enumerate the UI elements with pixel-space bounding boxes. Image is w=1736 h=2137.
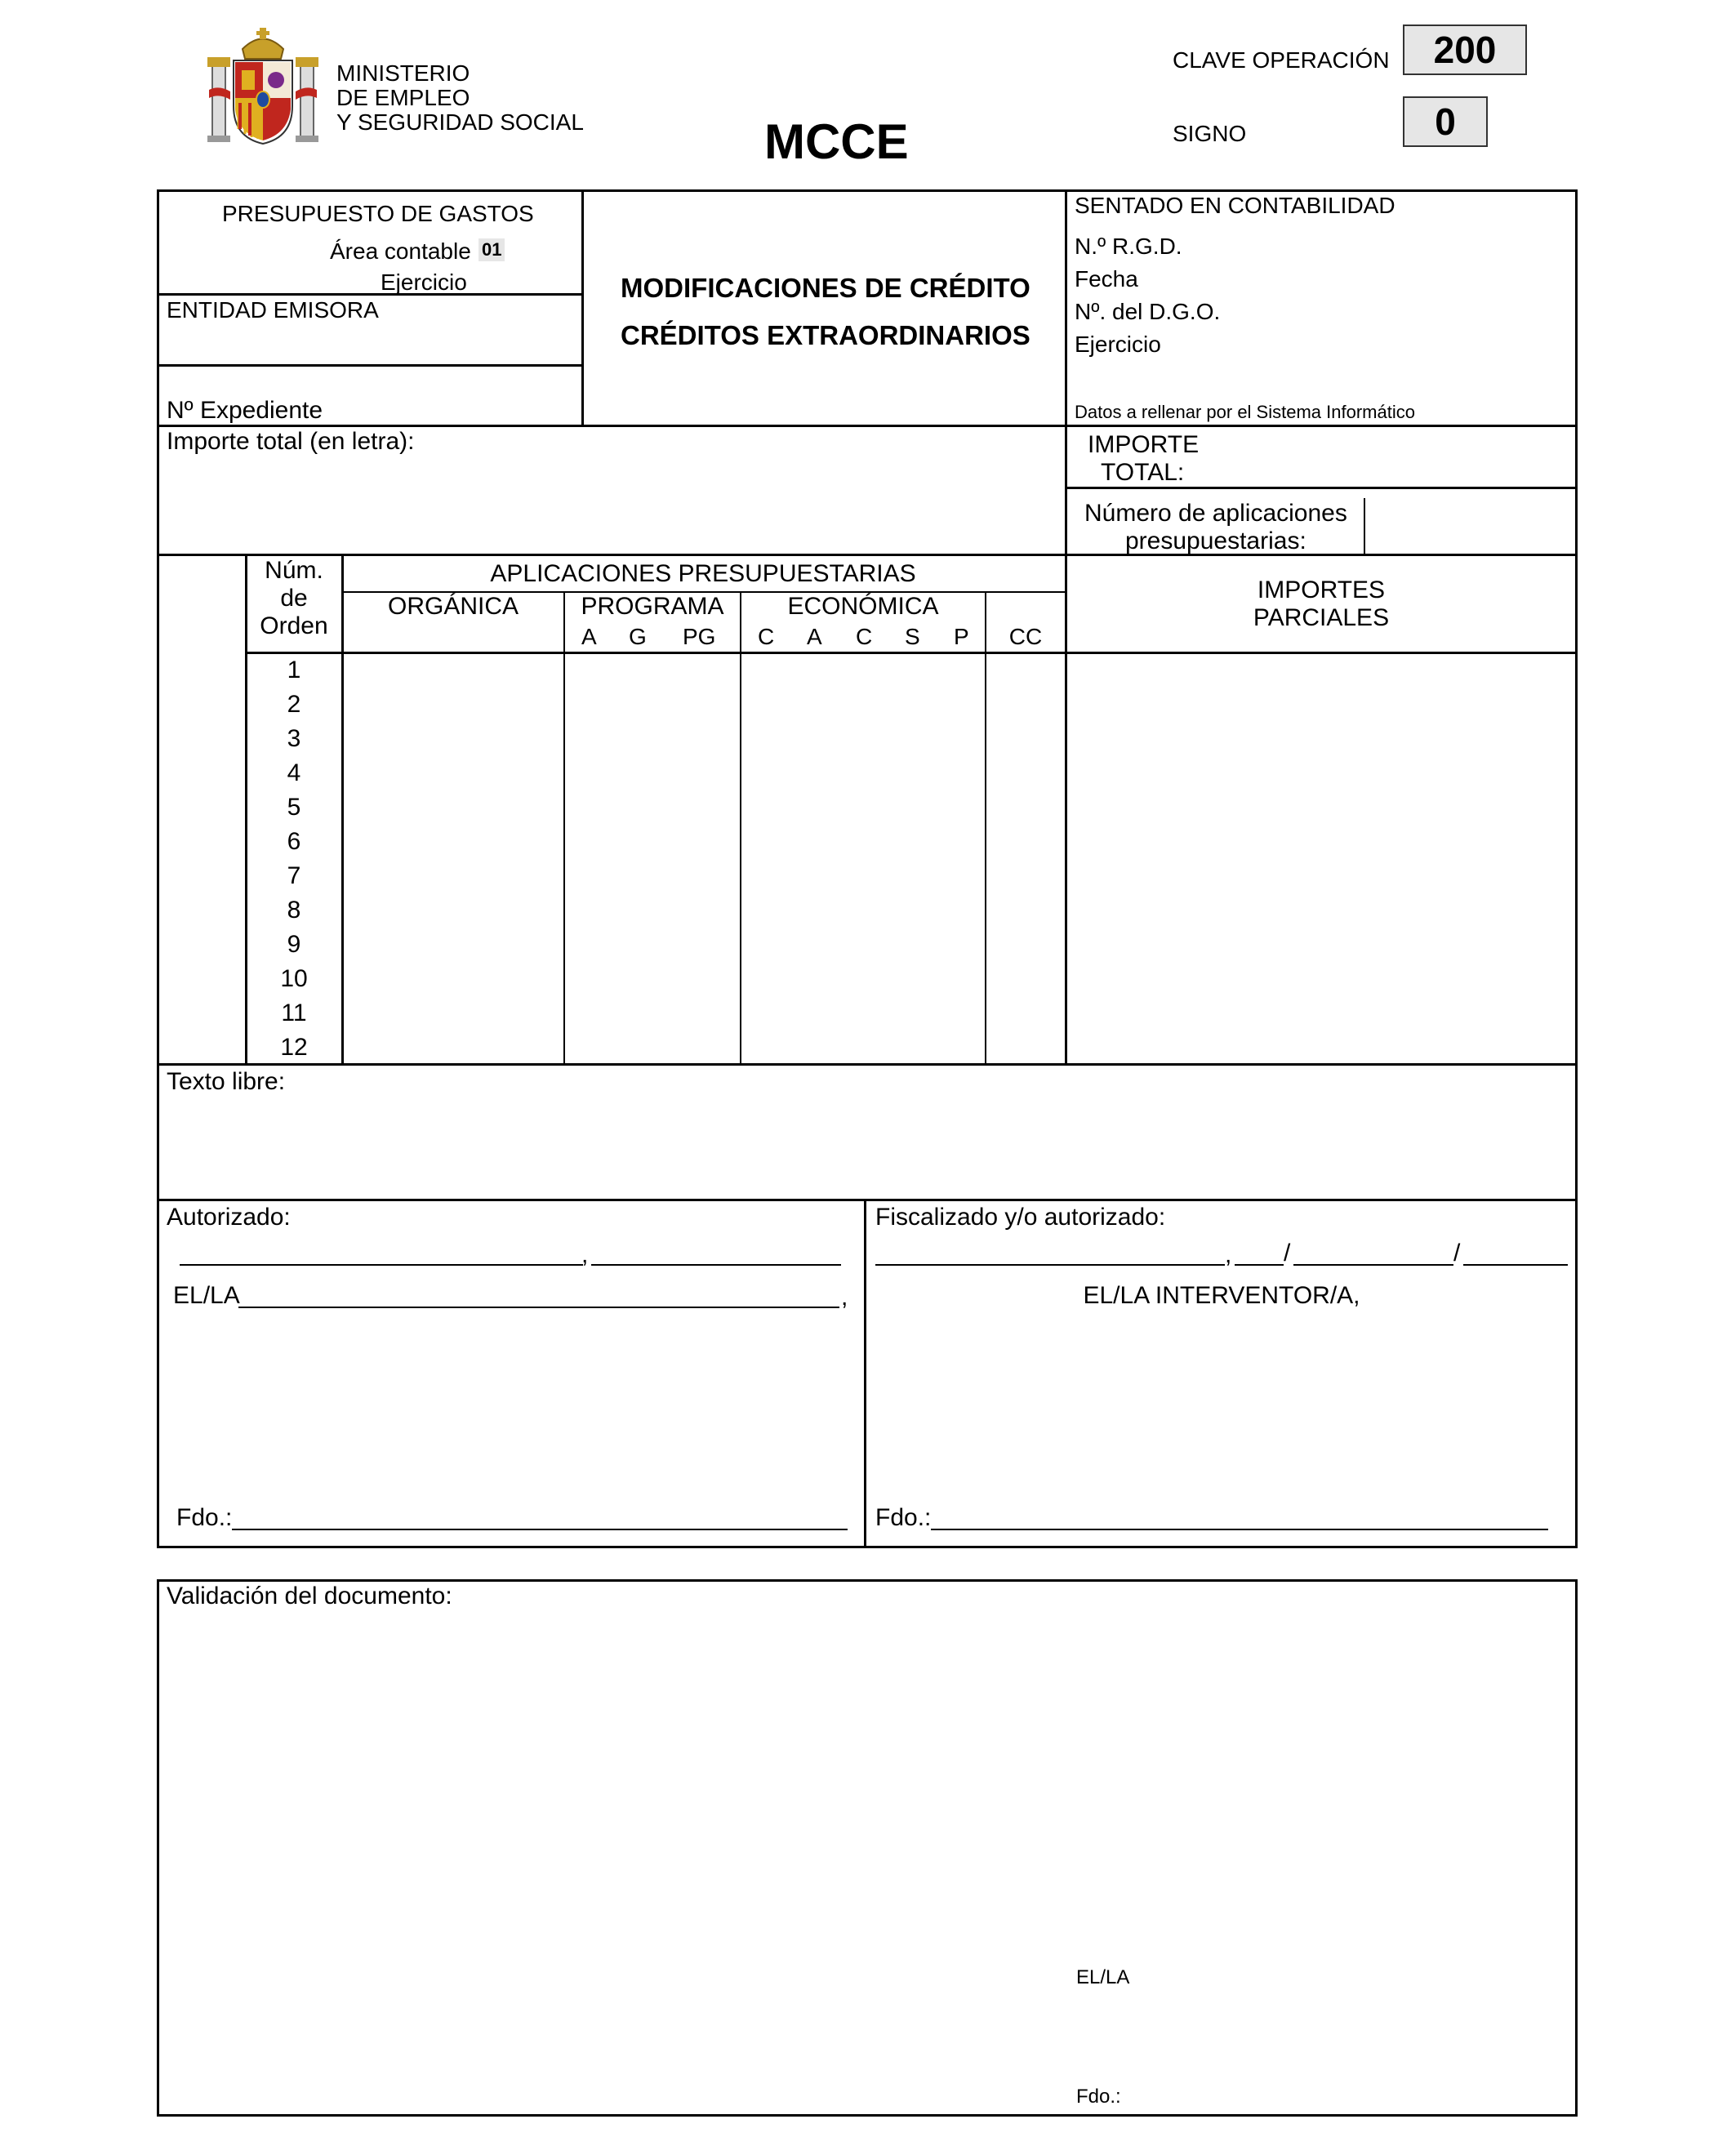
fdo-right-label: Fdo.: xyxy=(875,1504,932,1531)
aplicaciones-header: APLICACIONES PRESUPUESTARIAS xyxy=(490,560,916,587)
fiscalizado-place-line xyxy=(875,1264,1225,1266)
economica-sub-c2: C xyxy=(856,624,873,649)
ministry-line-2: DE EMPLEO xyxy=(336,85,470,110)
divider xyxy=(157,293,583,296)
validacion-label: Validación del documento: xyxy=(167,1583,452,1609)
divider xyxy=(157,425,1578,427)
num-aplicaciones-label-1: Número de aplicaciones xyxy=(1084,500,1347,527)
row-number: 11 xyxy=(281,999,307,1026)
row-number: 4 xyxy=(287,759,301,786)
form-code-title: MCCE xyxy=(764,114,909,169)
autorizado-date-line xyxy=(591,1264,841,1266)
ejercicio-label: Ejercicio xyxy=(381,269,467,295)
divider xyxy=(1364,498,1365,554)
divider xyxy=(1065,487,1578,489)
divider xyxy=(864,1199,866,1548)
validacion-frame xyxy=(157,1579,1578,2117)
fiscalizado-sep-2: / xyxy=(1284,1240,1291,1267)
divider xyxy=(985,591,986,1065)
divider xyxy=(157,1063,1578,1066)
importes-parciales-header-2: PARCIALES xyxy=(1253,604,1390,631)
economica-sub-s: S xyxy=(905,624,920,649)
entidad-emisora-label: ENTIDAD EMISORA xyxy=(167,297,379,323)
ministry-line-3: Y SEGURIDAD SOCIAL xyxy=(336,109,584,135)
divider xyxy=(245,652,1578,654)
title-line-1: MODIFICACIONES DE CRÉDITO xyxy=(621,273,1030,303)
fiscalizado-label: Fiscalizado y/o autorizado: xyxy=(875,1204,1166,1231)
row-number: 7 xyxy=(287,862,301,889)
row-number: 3 xyxy=(287,725,301,752)
validacion-ella-label: EL/LA xyxy=(1076,1966,1130,1988)
economica-sub-a: A xyxy=(807,624,822,649)
texto-libre-label: Texto libre: xyxy=(167,1068,286,1095)
rgd-label: N.º R.G.D. xyxy=(1075,234,1182,259)
num-orden-header-3: Orden xyxy=(260,612,328,639)
row-number: 5 xyxy=(287,794,301,821)
economica-header: ECONÓMICA xyxy=(787,593,939,620)
autorizado-place-line xyxy=(180,1264,583,1266)
validacion-fdo-label: Fdo.: xyxy=(1076,2086,1121,2108)
ella-left-line xyxy=(238,1307,839,1308)
row-number: 8 xyxy=(287,897,301,924)
programa-header: PROGRAMA xyxy=(581,593,724,620)
clave-operacion-value: 200 xyxy=(1403,24,1527,75)
row-number: 9 xyxy=(287,931,301,958)
row-number: 10 xyxy=(280,965,308,992)
divider xyxy=(740,591,741,1065)
fiscalizado-month-line xyxy=(1293,1264,1453,1266)
fdo-left-label: Fdo.: xyxy=(176,1504,233,1531)
row-number: 6 xyxy=(287,828,301,855)
num-aplicaciones-label-2: presupuestarias: xyxy=(1125,528,1306,554)
signo-value: 0 xyxy=(1403,96,1488,147)
fdo-left-line xyxy=(232,1529,848,1530)
row-number: 2 xyxy=(287,691,301,718)
contabilidad-heading: SENTADO EN CONTABILIDAD xyxy=(1075,193,1395,218)
programa-sub-g: G xyxy=(629,624,647,649)
divider xyxy=(157,554,1578,556)
fiscalizado-sep-1: , xyxy=(1225,1241,1232,1268)
fiscalizado-day-line xyxy=(1235,1264,1284,1266)
row-number: 1 xyxy=(287,657,301,683)
economica-sub-p: P xyxy=(954,624,969,649)
economica-sub-c: C xyxy=(758,624,775,649)
presupuesto-gastos-label: PRESUPUESTO DE GASTOS xyxy=(222,201,534,226)
num-orden-header-1: Núm. xyxy=(265,557,323,584)
interventor-label: EL/LA INTERVENTOR/A, xyxy=(1083,1282,1360,1309)
coat-of-arms-logo xyxy=(206,24,320,147)
fecha-label: Fecha xyxy=(1075,266,1138,292)
fdo-right-line xyxy=(931,1529,1548,1530)
cc-header: CC xyxy=(1008,624,1043,649)
main-form-frame xyxy=(157,189,1578,1548)
row-number: 12 xyxy=(280,1034,308,1061)
ella-left-comma: , xyxy=(841,1284,848,1311)
importe-total-label-1: IMPORTE xyxy=(1088,431,1200,458)
area-contable-label: Área contable xyxy=(330,238,471,264)
dgo-label: Nº. del D.G.O. xyxy=(1075,299,1221,324)
divider xyxy=(157,1199,1578,1201)
clave-operacion-label: CLAVE OPERACIÓN xyxy=(1173,47,1390,73)
importe-total-label-2: TOTAL: xyxy=(1101,459,1185,486)
area-contable-value: 01 xyxy=(479,238,505,261)
sistema-nota: Datos a rellenar por el Sistema Informático xyxy=(1075,402,1415,422)
contabilidad-ejercicio-label: Ejercicio xyxy=(1075,332,1161,357)
fiscalizado-year-line xyxy=(1463,1264,1568,1266)
num-orden-header-2: de xyxy=(280,585,308,612)
autorizado-comma: , xyxy=(581,1241,589,1268)
programa-sub-a: A xyxy=(581,624,597,649)
importes-parciales-header-1: IMPORTES xyxy=(1257,577,1386,603)
programa-sub-pg: PG xyxy=(683,624,716,649)
ministry-line-1: MINISTERIO xyxy=(336,60,470,86)
expediente-label: Nº Expediente xyxy=(167,397,323,424)
divider xyxy=(157,364,583,367)
autorizado-label: Autorizado: xyxy=(167,1204,291,1231)
divider xyxy=(581,189,584,426)
divider xyxy=(563,591,565,1065)
organica-header: ORGÁNICA xyxy=(387,593,519,620)
title-line-2: CRÉDITOS EXTRAORDINARIOS xyxy=(621,320,1030,350)
ella-left-label: EL/LA xyxy=(173,1282,240,1309)
fiscalizado-sep-3: / xyxy=(1453,1240,1461,1267)
signo-label: SIGNO xyxy=(1173,121,1247,146)
importe-letra-label: Importe total (en letra): xyxy=(167,428,415,455)
